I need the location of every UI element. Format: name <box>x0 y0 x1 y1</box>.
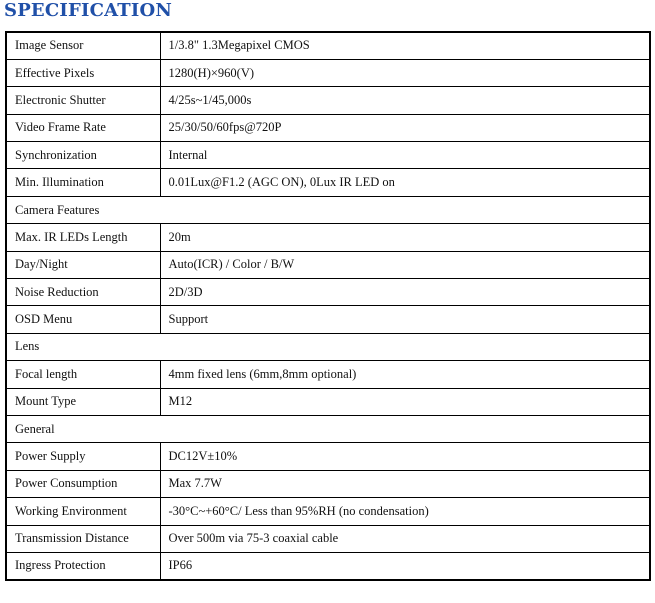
section-header-row <box>6 333 650 360</box>
spec-value: 2D/3D <box>160 279 650 306</box>
spec-value: DC12V±10% <box>160 443 650 470</box>
spec-label: Synchronization <box>6 142 160 169</box>
table-row <box>6 306 650 333</box>
spec-label: Electronic Shutter <box>6 87 160 114</box>
spec-label: Working Environment <box>6 498 160 525</box>
spec-label: Power Consumption <box>6 470 160 497</box>
spec-label: Noise Reduction <box>6 279 160 306</box>
spec-value: 20m <box>160 224 650 251</box>
section-header-label: Camera Features <box>6 196 650 223</box>
table-row <box>6 498 650 525</box>
spec-value: 1/3.8" 1.3Megapixel CMOS <box>160 32 650 59</box>
table-row <box>6 361 650 388</box>
spec-label: Transmission Distance <box>6 525 160 552</box>
spec-value: Max 7.7W <box>160 470 650 497</box>
spec-label: Effective Pixels <box>6 59 160 86</box>
spec-label: Focal length <box>6 361 160 388</box>
table-row <box>6 224 650 251</box>
section-header-label: General <box>6 415 650 442</box>
spec-label: Image Sensor <box>6 32 160 59</box>
spec-label: OSD Menu <box>6 306 160 333</box>
spec-value: 25/30/50/60fps@720P <box>160 114 650 141</box>
section-header-row <box>6 415 650 442</box>
spec-label: Min. Illumination <box>6 169 160 196</box>
spec-value: -30°C~+60°C/ Less than 95%RH (no condensation) <box>160 498 650 525</box>
table-row <box>6 443 650 470</box>
table-row <box>6 142 650 169</box>
table-row <box>6 32 650 59</box>
spec-label: Mount Type <box>6 388 160 415</box>
spec-value: Support <box>160 306 650 333</box>
spec-value: Over 500m via 75-3 coaxial cable <box>160 525 650 552</box>
specification-table-body <box>6 32 650 580</box>
table-row <box>6 388 650 415</box>
spec-label: Max. IR LEDs Length <box>6 224 160 251</box>
spec-value: 0.01Lux@F1.2 (AGC ON), 0Lux IR LED on <box>160 169 650 196</box>
section-header-label: Lens <box>6 333 650 360</box>
spec-value: IP66 <box>160 552 650 579</box>
page-title: SPECIFICATION <box>4 0 173 21</box>
table-row <box>6 59 650 86</box>
table-row <box>6 251 650 278</box>
spec-label: Video Frame Rate <box>6 114 160 141</box>
spec-value: Internal <box>160 142 650 169</box>
spec-label: Day/Night <box>6 251 160 278</box>
table-row <box>6 279 650 306</box>
table-row <box>6 114 650 141</box>
spec-value: 1280(H)×960(V) <box>160 59 650 86</box>
table-row <box>6 470 650 497</box>
section-header-row <box>6 196 650 223</box>
specification-table <box>5 31 651 581</box>
table-row <box>6 87 650 114</box>
table-row <box>6 525 650 552</box>
spec-value: M12 <box>160 388 650 415</box>
table-row <box>6 169 650 196</box>
table-row <box>6 552 650 579</box>
spec-label: Power Supply <box>6 443 160 470</box>
spec-label: Ingress Protection <box>6 552 160 579</box>
spec-value: 4/25s~1/45,000s <box>160 87 650 114</box>
spec-value: 4mm fixed lens (6mm,8mm optional) <box>160 361 650 388</box>
spec-value: Auto(ICR) / Color / B/W <box>160 251 650 278</box>
